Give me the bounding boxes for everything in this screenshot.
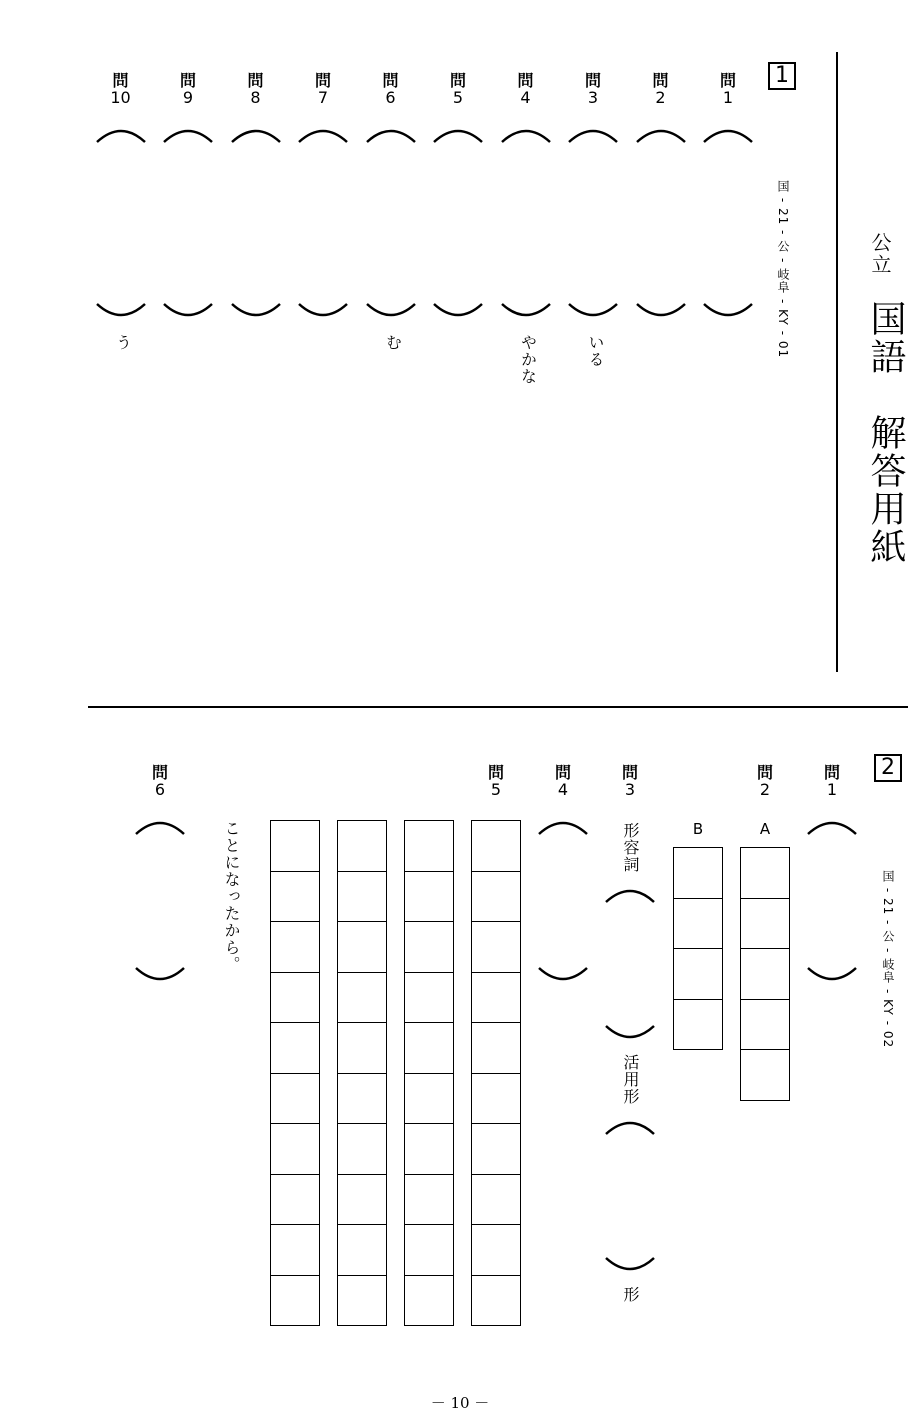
- s2-q1-open-bracket: [806, 818, 858, 838]
- q-char: 問: [621, 763, 638, 782]
- s2-q5-grid-column[interactable]: [404, 820, 454, 1326]
- s1-close-bracket: [162, 300, 214, 320]
- q-char: 問: [584, 71, 601, 90]
- s1-open-bracket: [500, 126, 552, 146]
- s1-question-label: [708, 72, 748, 106]
- s2-q5-grid-cell[interactable]: [472, 1225, 520, 1276]
- s2-q3-label: [610, 764, 650, 798]
- s1-answer-input[interactable]: [438, 150, 482, 298]
- s2-q6-open-bracket: [134, 818, 186, 838]
- s2-q2-b-label: B: [692, 820, 704, 838]
- s1-question-label: [236, 72, 276, 106]
- s1-question-label: [506, 72, 546, 106]
- q-num: 2: [759, 780, 771, 799]
- q-char: 問: [449, 71, 466, 90]
- s2-q3-part2-input[interactable]: [610, 1142, 654, 1250]
- q-char: 問: [382, 71, 399, 90]
- q-num: 10: [110, 88, 131, 107]
- s2-q5-grid-cell[interactable]: [472, 922, 520, 973]
- s2-q5-grid-cell[interactable]: [271, 922, 319, 973]
- s1-close-bracket: [230, 300, 282, 320]
- s1-answer-input[interactable]: [303, 150, 347, 298]
- s1-open-bracket: [95, 126, 147, 146]
- s2-q5-grid-cell[interactable]: [338, 1276, 386, 1327]
- s2-q5-grid-cell[interactable]: [405, 973, 453, 1024]
- s2-q5-grid-cell[interactable]: [405, 872, 453, 923]
- section2-number: 2: [874, 754, 902, 782]
- s2-q3-open-bracket-2: [604, 1118, 656, 1138]
- s1-close-bracket: [500, 300, 552, 320]
- s2-q5-grid-cell[interactable]: [472, 973, 520, 1024]
- s1-open-bracket: [432, 126, 484, 146]
- s1-close-bracket: [567, 300, 619, 320]
- s2-q5-grid-cell[interactable]: [271, 1276, 319, 1327]
- s2-q5-grid-cell[interactable]: [472, 1124, 520, 1175]
- s2-q2-a-label: A: [759, 820, 771, 838]
- q-num: 5: [452, 88, 464, 107]
- q-num: 5: [490, 780, 502, 799]
- q-char: 問: [151, 763, 168, 782]
- s1-answer-input[interactable]: [641, 150, 685, 298]
- s1-close-bracket: [635, 300, 687, 320]
- s2-q6-close-bracket: [134, 964, 186, 984]
- s2-q5-grid-cell[interactable]: [271, 1124, 319, 1175]
- section2-code: 国 - 21 - 公 - 岐阜 - KY - 02: [881, 870, 895, 1049]
- s1-answer-suffix: いる: [586, 334, 605, 368]
- q-num: 9: [182, 88, 194, 107]
- q-char: 問: [487, 763, 504, 782]
- s2-q5-grid-cell[interactable]: [338, 973, 386, 1024]
- s2-q5-grid-cell[interactable]: [271, 1225, 319, 1276]
- s2-q5-grid-cell[interactable]: [271, 821, 319, 872]
- title-divider: [836, 52, 838, 672]
- q-char: 問: [314, 71, 331, 90]
- s2-q5-grid-cell[interactable]: [338, 821, 386, 872]
- s1-open-bracket: [297, 126, 349, 146]
- s1-question-label: [371, 72, 411, 106]
- s1-close-bracket: [95, 300, 147, 320]
- s2-q3-part2: 活用形: [621, 1054, 640, 1105]
- s2-q5-grid-cell[interactable]: [405, 1074, 453, 1125]
- s2-q4-label: [543, 764, 583, 798]
- s2-q5-grid-cell[interactable]: [472, 1276, 520, 1327]
- s1-answer-input[interactable]: [708, 150, 752, 298]
- s2-q5-grid-column[interactable]: [270, 820, 320, 1326]
- s2-q5-grid-cell[interactable]: [338, 1175, 386, 1226]
- q-char: 問: [554, 763, 571, 782]
- q-char: 問: [517, 71, 534, 90]
- s1-open-bracket: [567, 126, 619, 146]
- s2-q5-grid-cell[interactable]: [405, 1023, 453, 1074]
- s2-q3-part3: 形: [621, 1286, 640, 1303]
- s2-q5-grid-cell[interactable]: [338, 1023, 386, 1074]
- s2-q5-grid-cell[interactable]: [338, 922, 386, 973]
- s1-open-bracket: [365, 126, 417, 146]
- s1-close-bracket: [365, 300, 417, 320]
- s2-q4-open-bracket: [537, 818, 589, 838]
- s2-q4-close-bracket: [537, 964, 589, 984]
- s2-q5-grid-cell[interactable]: [405, 1276, 453, 1327]
- section1-number: 1: [768, 62, 796, 90]
- s2-q1-close-bracket: [806, 964, 858, 984]
- s1-open-bracket: [230, 126, 282, 146]
- s2-q6-label: [140, 764, 180, 798]
- s2-q6-suffix: ことになったから。: [222, 820, 241, 973]
- s2-q4-answer-input[interactable]: [543, 842, 587, 962]
- s2-q6-answer-input[interactable]: [140, 842, 184, 962]
- s1-answer-input[interactable]: [101, 150, 145, 298]
- q-num: 2: [655, 88, 666, 107]
- s1-close-bracket: [432, 300, 484, 320]
- s1-answer-input[interactable]: [168, 150, 212, 298]
- s1-answer-input[interactable]: [573, 150, 617, 298]
- s2-q5-grid-cell[interactable]: [271, 872, 319, 923]
- s1-answer-input[interactable]: [506, 150, 550, 298]
- s2-q5-grid-cell[interactable]: [405, 922, 453, 973]
- page-number: － 10 －: [430, 1394, 490, 1412]
- s2-q3-close-bracket-1: [604, 1022, 656, 1042]
- s1-question-label: [168, 72, 208, 106]
- s2-q5-grid-cell[interactable]: [338, 1074, 386, 1125]
- q-char: 問: [719, 71, 736, 90]
- s2-q5-grid-cell[interactable]: [271, 1023, 319, 1074]
- s2-q5-grid-cell[interactable]: [338, 1124, 386, 1175]
- s2-q2-label: [745, 764, 785, 798]
- s1-answer-input[interactable]: [236, 150, 280, 298]
- s1-open-bracket: [702, 126, 754, 146]
- s2-q3-part1-input[interactable]: [610, 910, 654, 1020]
- s2-q5-grid-cell[interactable]: [338, 1225, 386, 1276]
- s1-question-label: [641, 72, 681, 106]
- q-num: 3: [624, 780, 636, 799]
- s2-q5-grid-cell[interactable]: [472, 1023, 520, 1074]
- s2-q5-grid-cell[interactable]: [271, 1175, 319, 1226]
- q-num: 4: [557, 780, 569, 799]
- s2-q5-grid-cell[interactable]: [405, 821, 453, 872]
- s2-q5-grid-cell[interactable]: [405, 1175, 453, 1226]
- q-char: 問: [652, 71, 669, 90]
- s1-answer-suffix: む: [383, 334, 403, 351]
- s2-q5-grid-cell[interactable]: [472, 872, 520, 923]
- q-num: 1: [826, 780, 838, 799]
- s2-q5-grid-cell[interactable]: [472, 1175, 520, 1226]
- s1-question-label: [303, 72, 343, 106]
- s2-q1-label: [812, 764, 852, 798]
- s2-q5-grid-cell[interactable]: [271, 1074, 319, 1125]
- s2-q1-answer-input[interactable]: [812, 842, 856, 962]
- s2-q5-grid-column[interactable]: [471, 820, 521, 1326]
- page-title: 国語 解答用紙: [865, 300, 906, 566]
- s2-q5-grid-column[interactable]: [337, 820, 387, 1326]
- s1-close-bracket: [297, 300, 349, 320]
- section1-code: 国 - 21 - 公 - 岐阜 - KY - 01: [776, 180, 790, 359]
- q-char: 問: [179, 71, 196, 90]
- s2-q3-open-bracket-1: [604, 886, 656, 906]
- s2-q5-grid-cell[interactable]: [405, 1124, 453, 1175]
- q-num: 1: [722, 88, 734, 107]
- section-divider: [88, 706, 908, 708]
- q-char: 問: [247, 71, 264, 90]
- s2-q5-grid-cell[interactable]: [472, 821, 520, 872]
- s2-q5-grid-cell[interactable]: [405, 1225, 453, 1276]
- s1-question-label: [438, 72, 478, 106]
- s1-question-label: [573, 72, 613, 106]
- q-char: 問: [112, 71, 129, 90]
- s2-q5-label: [476, 764, 516, 798]
- s1-answer-suffix: う: [113, 334, 133, 351]
- s1-question-label: [101, 72, 141, 106]
- s2-q5-grid-cell[interactable]: [271, 973, 319, 1024]
- q-num: 6: [154, 780, 166, 799]
- s1-open-bracket: [635, 126, 687, 146]
- q-num: 4: [520, 88, 531, 107]
- q-num: 3: [587, 88, 599, 107]
- s1-close-bracket: [702, 300, 754, 320]
- s2-q2-a-grid[interactable]: [740, 847, 790, 1101]
- s2-q3-part1: 形容詞: [621, 822, 640, 873]
- s2-q5-grid-cell[interactable]: [472, 1074, 520, 1125]
- s2-q5-grid-cell[interactable]: [338, 872, 386, 923]
- q-num: 7: [317, 88, 329, 107]
- q-num: 8: [250, 88, 261, 107]
- q-char: 問: [823, 763, 840, 782]
- q-num: 6: [385, 88, 396, 107]
- s1-answer-suffix: やかな: [518, 334, 538, 385]
- s2-q2-b-grid[interactable]: [673, 847, 723, 1050]
- s1-answer-input[interactable]: [371, 150, 415, 298]
- q-char: 問: [756, 763, 773, 782]
- s2-q3-close-bracket-2: [604, 1254, 656, 1274]
- s1-open-bracket: [162, 126, 214, 146]
- title-public-label: 公立: [868, 232, 892, 276]
